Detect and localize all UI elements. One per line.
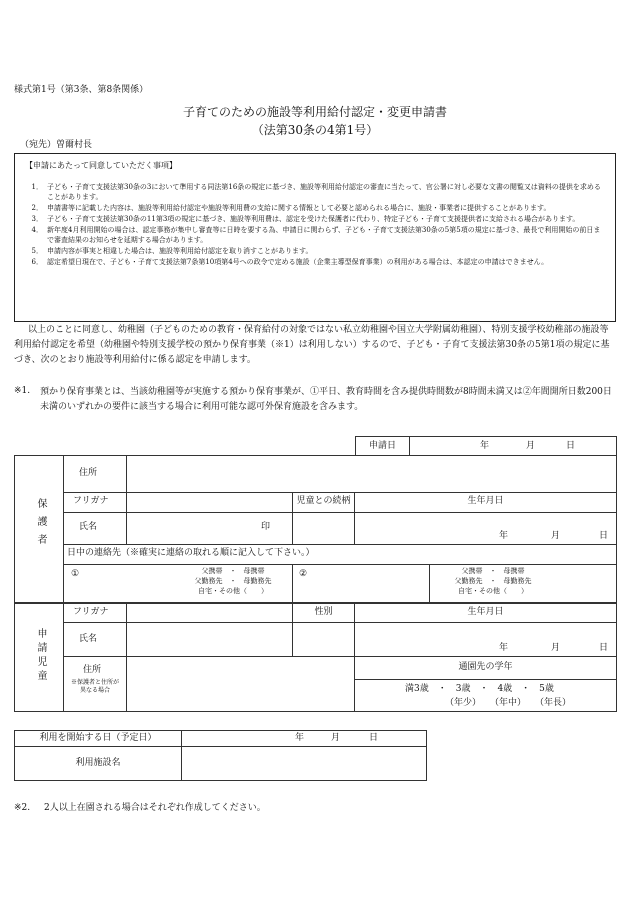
application-day: 日: [566, 441, 576, 451]
guardian-birth-year: 年: [499, 531, 509, 541]
child-birth-month: 月: [551, 643, 561, 653]
guardian-birth-day: 日: [599, 531, 609, 541]
daytime-contact-label: 日中の連絡先（※確実に連絡の取れる順に記入して下さい。）: [67, 548, 315, 558]
usage-facility-label: 利用施設名: [75, 758, 121, 768]
child-section-label: 申請児童: [35, 628, 46, 684]
application-month: 月: [526, 441, 536, 451]
notice-heading: 【申請にあたって同意していただく事項】: [25, 161, 177, 170]
usage-start-day: 日: [369, 733, 379, 743]
note1-text: 預かり保育事業とは、当該幼稚園等が実施する預かり保育事業が、①平日、教育時間を含み提供時間数が8時間未満又は②年間開所日数200日未満のいずれかの要件に該当する場合に利用可能な認可外保育施設を含みます。: [40, 387, 612, 412]
note2-text: 2人以上在園される場合はそれぞれ作成してください。: [44, 803, 266, 813]
guardian-furigana-label: フリガナ: [73, 496, 109, 506]
usage-start-month: 月: [331, 733, 341, 743]
child-birth-day: 日: [599, 643, 609, 653]
notice-list: [27, 182, 607, 268]
application-date-row: [355, 436, 617, 456]
child-name-field[interactable]: [127, 623, 291, 655]
child-address-field[interactable]: [127, 657, 353, 710]
notice-item: 3． 子ども・子育て支援法第30条の11第3項の規定に基づき、施設等利用費は、認定を受けた保護者に代わり、特定子ども・子育て支援提供者に支給される場合があります。: [31, 215, 580, 223]
guardian-birth-month: 月: [551, 531, 561, 541]
school-grade-names: （年少） （年中） （年長）: [445, 698, 572, 708]
contact2-mark: ②: [299, 569, 308, 579]
notice-item: 2． 申請書等に記載した内容は、施設等利用給付認定や施設等利用費の支給に関する情報として必要と認められる場合に、施設・事業者に提供することがあります。: [31, 204, 551, 212]
consent-notice-box: [14, 153, 616, 322]
guardian-name-label: 氏名: [79, 522, 98, 532]
usage-start-year: 年: [295, 733, 305, 743]
guardian-address-field[interactable]: [127, 457, 615, 491]
guardian-relation-label: 児童との続柄: [296, 496, 351, 506]
child-gender-label: 性別: [314, 607, 333, 617]
note2-mark: ※2.: [14, 803, 31, 813]
usage-start-date-label: 利用を開始する日（予定日）: [39, 733, 157, 743]
child-address-note: ※保護者と住所が 異なる場合: [70, 679, 119, 694]
contact1-options: 父携帯 ・ 母携帯 父勤務先 ・ 母勤務先 自宅・その他（ ）: [194, 567, 272, 595]
notice-item: 6． 認定希望日現在で、子ども・子育て支援法第7条第10項第4号への政令で定める施設（企業主導型保育事業）の利用がある場合は、本認定の申請はできません。: [31, 258, 549, 266]
consent-paragraph: 以上のことに同意し、幼稚園（子どものための教育・保育給付の対象ではない私立幼稚園や国立大学附属幼稚園）、特別支援学校幼稚部の施設等利用給付認定を希望（幼稚園や特別支援学校の預かり保育事業（※1）は利用しない）するので、子ども・子育て支援法第30条の5第1項の規定に基づき、次のとおり施設等利用給付に係る認定を申請します。: [14, 325, 610, 365]
form-number: 様式第1号（第3条、第8条関係）: [14, 85, 149, 95]
application-date-label: 申請日: [368, 441, 396, 451]
usage-table: [14, 730, 427, 781]
application-year: 年: [480, 441, 490, 451]
child-furigana-field[interactable]: [127, 603, 291, 621]
contact1-mark: ①: [71, 569, 80, 579]
child-furigana-label: フリガナ: [73, 607, 109, 617]
usage-facility-field[interactable]: [182, 747, 425, 779]
notice-item: 4． 新年度4月利用開始の場合は、認定事務が集中し審査等に日時を要する為、申請日に関わらず、子ども・子育て支援法第30条の5第5項の規定に基づき、最長で利用開始の前日まで審査結果のお知らせを延期する場合があります。: [31, 226, 601, 244]
child-birth-year: 年: [499, 643, 509, 653]
guardian-birthdate-label: 生年月日: [467, 496, 504, 506]
application-table: [14, 455, 617, 712]
notice-item: 1． 子ども・子育て支援法第30条の3において準用する同法第16条の規定に基づき、施設等利用給付認定の審査に当たって、官公署に対し必要な文書の閲覧又は資料の提供を求めることがあります。: [31, 183, 601, 201]
guardian-furigana-field[interactable]: [127, 493, 291, 511]
guardian-name-field[interactable]: [127, 513, 267, 543]
notice-item: 5． 申請内容が事実と相違した場合は、施設等利用給付認定を取り消すことがあります。: [31, 247, 313, 255]
guardian-relation-field[interactable]: [293, 513, 353, 543]
seal-mark: 印: [261, 522, 271, 532]
child-gender-field[interactable]: [293, 623, 353, 655]
contact1-field[interactable]: [85, 565, 175, 601]
guardian-section-label: 保護者: [35, 498, 46, 552]
child-name-label: 氏名: [79, 634, 98, 644]
school-grade-ages[interactable]: 満3歳 ・ 3歳 ・ 4歳 ・ 5歳: [405, 684, 554, 694]
addressee: （宛先）曽爾村長: [20, 140, 93, 150]
note1-mark: ※1.: [14, 386, 31, 396]
school-grade-label: 通園先の学年: [458, 662, 513, 672]
form-subtitle: （法第30条の4第1号）: [251, 123, 379, 137]
contact2-options: 父携帯 ・ 母携帯 父勤務先 ・ 母勤務先 自宅・その他（ ）: [454, 567, 532, 595]
form-title: 子育てのための施設等利用給付認定・変更申請書: [182, 105, 447, 119]
contact2-field[interactable]: [313, 565, 428, 601]
child-address-label: 住所: [83, 665, 102, 675]
child-birthdate-label: 生年月日: [467, 607, 504, 617]
guardian-address-label: 住所: [79, 468, 98, 478]
